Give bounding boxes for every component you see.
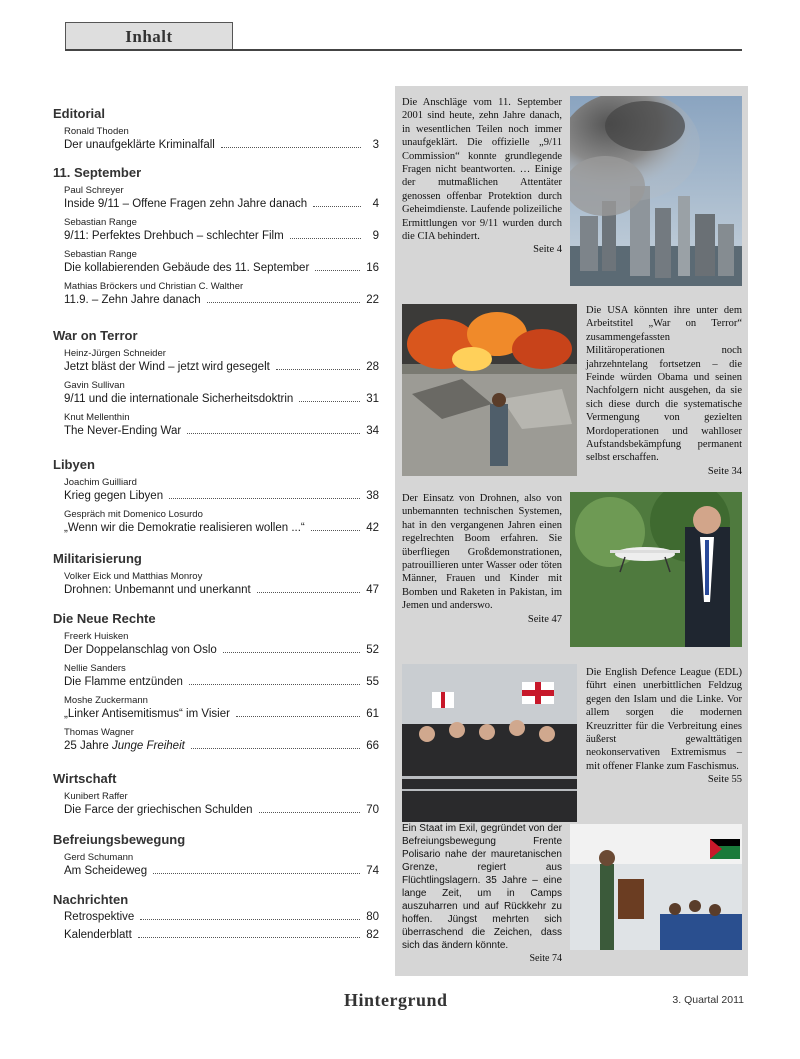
toc-section [53,328,379,439]
footer-issue: 3. Quartal 2011 [672,994,744,1006]
blurb-911: Die Anschläge vom 11. September 2001 sind heute, zehn Jahre danach, in wesentlichen Teilen noch immer unaufgeklärt. Die offizielle „9/11 Commission“ konnte grundlegende Fragen nicht beantworten. … Einige der mutmaßlichen Attentäter genossen offenbar Protektion durch Geheimdienste. Laufende polizeiliche Ermittlungen vor 9/11 wurden durch die CIA behindert. Seite 4 [402,97,562,256]
toc-section [53,106,379,153]
toc-title: Kalenderblatt [64,929,132,941]
toc-section-title: Militarisierung [53,551,142,566]
toc-leader-dots [290,238,361,239]
toc-leader-dots [257,592,361,593]
toc-entry[interactable] [53,185,379,212]
toc-title: Jetzt bläst der Wind – jetzt wird gesegelt [64,361,270,373]
toc-title: Der unaufgeklärte Kriminalfall [64,139,215,151]
toc-title-line [53,707,379,722]
toc-section [53,832,379,879]
toc-page-number: 52 [366,644,379,656]
toc-title: Am Scheideweg [64,865,148,877]
toc-title: 11.9. – Zehn Jahre danach [64,294,201,306]
toc-author: Gespräch mit Domenico Losurdo [64,509,203,520]
toc-section [53,892,379,943]
toc-section-title: Libyen [53,457,95,472]
toc-title: Die kollabierenden Gebäude des 11. September [64,262,310,274]
toc-leader-dots [236,716,360,717]
blurb-page-ref: Seite 74 [529,953,562,964]
toc-section-title: Nachrichten [53,892,129,907]
toc-title-line [53,293,379,308]
toc-leader-dots [191,748,360,749]
toc-title-line [53,928,379,943]
toc-author: Paul Schreyer [64,185,124,196]
toc-page-number: 47 [366,584,379,596]
toc-title: 25 Jahre Junge Freiheit [64,740,185,752]
toc-author: Joachim Guilliard [64,477,137,488]
toc-title: Drohnen: Unbemannt und unerkannt [64,584,251,596]
toc-entry[interactable] [53,509,379,536]
toc-title: 9/11 und die internationale Sicherheitsdoktrin [64,393,294,405]
toc-entry[interactable] [53,348,379,375]
toc-title: „Wenn wir die Demokratie realisieren wollen ...“ [64,522,305,534]
toc-title: Inside 9/11 – Offene Fragen zehn Jahre danach [64,198,308,210]
toc-leader-dots [153,873,360,874]
toc-page-number: 74 [366,865,379,877]
toc-title: Der Doppelanschlag von Oslo [64,644,217,656]
toc-section-title: 11. September [53,165,142,180]
toc-author: Sebastian Range [64,217,137,228]
toc-title-line [53,261,379,276]
blurb-polisario: Ein Staat im Exil, gegründet von der Befreiungsbewegung Frente Polisario nahe der mauretanischen Grenze, regiert aus Flüchtlingslagern. 35 Jahre – eine lange Zeit, um in Camps auszuharren und auf Rückkehr zu hoffen. Jüngst mehrten sich überraschend die Zeichen, dass sich das ändern könnte. Seite 74 [402,823,562,964]
toc-leader-dots [223,652,360,653]
toc-page-number: 82 [366,929,379,941]
toc-entry[interactable] [53,928,379,943]
toc-entry[interactable] [53,281,379,308]
feature-panel [395,86,748,976]
toc-page-number: 34 [366,425,379,437]
toc-author: Gavin Sullivan [64,380,125,391]
toc-leader-dots [315,270,360,271]
toc-title-line [53,521,379,536]
toc-title-line [53,197,379,212]
photo-911-towers [570,96,742,286]
toc-leader-dots [169,498,360,499]
toc-author: Knut Mellenthin [64,412,130,423]
toc-title-line [53,739,379,754]
toc-leader-dots [276,369,360,370]
toc-section-title: War on Terror [53,328,138,343]
toc-title: Die Flamme entzünden [64,676,183,688]
toc-page-number: 61 [366,708,379,720]
toc-title-line [53,675,379,690]
header-rule [65,49,742,51]
toc-title-line [53,489,379,504]
toc-author: Thomas Wagner [64,727,134,738]
toc-author: Moshe Zuckermann [64,695,148,706]
toc-page-number: 80 [366,911,379,923]
toc-leader-dots [138,937,360,938]
toc-leader-dots [299,401,360,402]
toc-title: Retrospektive [64,911,135,923]
toc-leader-dots [207,302,361,303]
toc-page-number: 42 [366,522,379,534]
blurb-drones: Der Einsatz von Drohnen, also von unbemannten technischen Systemen, hat in den vergangenen Jahren einen regelrechten Boom erfahren. Sie überfliegen Großdemonstrationen, patrouillieren unter Wasser oder töten Männer, Frauen und Kinder mit Bomben und Raketen in Pakistan, im Jemen und anderswo. Seite 47 [402,493,562,625]
photo-war-fire [402,304,577,476]
toc-title-line [53,138,379,153]
toc-page-number: 70 [366,804,379,816]
toc-page-number: 4 [372,198,379,210]
toc-author: Nellie Sanders [64,663,126,674]
blurb-page-ref: Seite 4 [533,244,562,256]
toc-page-number: 16 [366,262,379,274]
blurb-edl: Die English Defence League (EDL) führt einen unerbittlichen Feldzug gegen den Islam und die Linke. Vor allem sorgen die modernen Kreuzritter für die Verbreitung eines äußerst gewalttätigen neokonservativen Extremismus – mit offener Flanke zum Faschismus. Seite 55 [586,667,742,786]
toc-author: Mathias Bröckers und Christian C. Walther [64,281,244,292]
toc-page-number: 22 [366,294,379,306]
toc-section-title: Die Neue Rechte [53,611,156,626]
toc-title-line [53,803,379,818]
toc-title: The Never-Ending War [64,425,182,437]
toc-section-title: Editorial [53,106,106,121]
toc-title: 9/11: Perfektes Drehbuch – schlechter Film [64,230,284,242]
toc-entry[interactable] [53,412,379,439]
toc-author: Freerk Huisken [64,631,129,642]
toc-title-line [53,583,379,598]
toc-entry[interactable] [53,477,379,504]
header-tab [65,22,233,49]
toc-entry[interactable] [53,910,379,925]
toc-entry[interactable] [53,249,379,276]
toc-author: Gerd Schumann [64,852,134,863]
toc-entry[interactable] [53,380,379,407]
toc-section [53,611,379,754]
toc-entry[interactable] [53,852,379,879]
toc-author: Volker Eick und Matthias Monroy [64,571,203,582]
toc-title-line [53,229,379,244]
toc-title-line [53,360,379,375]
toc-title: Die Farce der griechischen Schulden [64,804,253,816]
blurb-page-ref: Seite 34 [707,465,742,477]
toc-leader-dots [313,206,361,207]
toc-title-line [53,864,379,879]
toc-author: Kunibert Raffer [64,791,128,802]
photo-edl-protest [402,664,577,822]
blurb-page-ref: Seite 55 [707,774,742,786]
toc-author: Heinz-Jürgen Schneider [64,348,166,359]
toc-section [53,165,379,308]
toc-entry[interactable] [53,571,379,598]
toc-page-number: 3 [372,139,379,151]
toc-page-number: 31 [366,393,379,405]
footer-brand: Hintergrund [344,990,448,1010]
toc-title-line [53,910,379,925]
toc-entry[interactable] [53,727,379,754]
toc-entry[interactable] [53,126,379,153]
toc-leader-dots [221,147,361,148]
toc-title: „Linker Antisemitismus“ im Visier [64,708,230,720]
toc-author: Ronald Thoden [64,126,129,137]
photo-polisario-rally [570,824,742,950]
toc-section-title: Wirtschaft [53,771,117,786]
toc-leader-dots [311,530,360,531]
toc-page-number: 66 [366,740,379,752]
toc-leader-dots [187,433,360,434]
toc-section [53,551,379,598]
toc-leader-dots [140,919,360,920]
toc-section-title: Befreiungsbewegung [53,832,186,847]
toc-section [53,457,379,536]
toc-section [53,771,379,818]
toc-title: Krieg gegen Libyen [64,490,164,502]
toc-page-number: 55 [366,676,379,688]
toc-page-number: 28 [366,361,379,373]
toc-entry[interactable] [53,663,379,690]
page-title: Inhalt [125,27,173,46]
photo-drone [570,492,742,647]
toc-page-number: 38 [366,490,379,502]
toc-entry[interactable] [53,217,379,244]
toc-entry[interactable] [53,631,379,658]
blurb-page-ref: Seite 47 [527,613,562,625]
toc-leader-dots [189,684,360,685]
toc-title-line [53,643,379,658]
toc-page-number: 9 [372,230,379,242]
toc-entry[interactable] [53,791,379,818]
blurb-war-on-terror: Die USA könnten ihre unter dem Arbeitstitel „War on Terror“ zusammengefassten Militäroperationen noch jahrzehntelang fortsetzen – die Feinde würden Obama und seinen Nachfolgern nicht ausgehen, da sie sich diese durch die systematische Vermengung von gezielten Mordoperationen und wahlloser Aufstandsbekämpfung permanent selbst erschaffen. Seite 34 [586,305,742,477]
toc-title-line [53,392,379,407]
toc-entry[interactable] [53,695,379,722]
toc-title-line [53,424,379,439]
toc-author: Sebastian Range [64,249,137,260]
toc-leader-dots [259,812,361,813]
